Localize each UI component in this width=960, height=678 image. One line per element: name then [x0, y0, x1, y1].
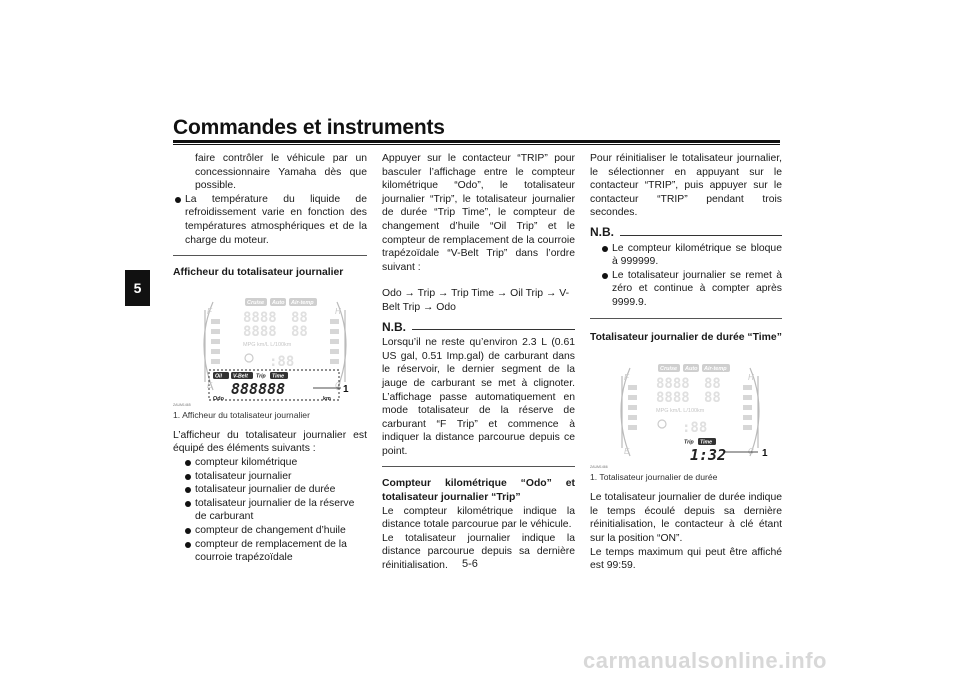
header-rule-thin — [173, 144, 780, 145]
svg-text::88: :88 — [269, 353, 295, 370]
list-item: totalisateur journalier — [183, 470, 367, 484]
list-item: Le compteur kilométrique se bloque à 999999. — [600, 242, 782, 269]
list-item: compteur de remplacement de la courroie trapézoïdale — [183, 538, 367, 565]
col2-para1: Appuyer sur le contacteur “TRIP” pour basculer l’affichage entre le compteur kilométrique “Odo”, le totalisateur journalier “Trip”, le totalisateur journalier de durée “Trip Time”, le compteur de changement d’huile “Oil Trip” et le compteur de remplacement de la courroie trapézoïdale “V-Belt Trip” dans l’ordre suivant : — [382, 153, 575, 273]
svg-text:8888: 8888 — [656, 390, 690, 407]
col2-nb-text: Lorsqu’il ne reste qu’environ 2.3 L (0.61 US gal, 0.51 Imp.gal) de carburant dans le réservoir, le dernier segment de la jauge de carburant se met à clignoter. L’affichage passe automatiquement en mode totalisateur de la réserve de carburant “F Trip” et commence à indiquer la distance parcourue depuis ce point. — [382, 337, 575, 457]
lcd-time-label: Time — [272, 373, 285, 380]
lcd-illustration-odo — [173, 284, 367, 408]
lcd-illustration-time — [590, 350, 782, 470]
divider — [382, 466, 575, 467]
lcd-full-label: F — [624, 373, 629, 383]
nb-label: N.B. — [590, 224, 614, 239]
col3-para1: Pour réinitialiser le totalisateur journalier, le sélectionner en appuyant sur le contacteur “TRIP”, puis appuyer sur le contacteur “TRIP” pendant trois secondes. — [590, 153, 782, 219]
column-1 — [173, 152, 367, 565]
col1-bullet-coolant: La température du liquide de refroidissement varie en fonction des températures atmosphériques et de la charge du moteur. — [173, 193, 367, 247]
figure-trip-display — [173, 284, 367, 408]
chapter-tab: 5 — [125, 270, 150, 306]
lcd-empty-label: E — [624, 447, 630, 457]
lcd-full-label: F — [207, 306, 212, 316]
lcd-km-label: km — [323, 395, 331, 402]
lcd-hot-label: H — [335, 306, 341, 316]
svg-text:8888: 8888 — [243, 323, 277, 340]
col2-para2: Le compteur kilométrique indique la distance totale parcourue par le véhicule. — [382, 505, 575, 531]
lcd-cold-label: C — [335, 380, 341, 390]
lcd-hot-label: H — [748, 373, 754, 383]
watermark: carmanualsonline.info — [583, 648, 827, 673]
list-item: compteur kilométrique — [183, 456, 367, 470]
figure-callout-1: 1 — [762, 448, 768, 460]
figure-caption-trip-display: 1. Afficheur du totalisateur journalier — [173, 409, 310, 420]
lcd-mpg-units: MPG km/L L/100km — [243, 341, 292, 348]
lcd-air-label: Air-temp — [704, 366, 727, 373]
nb-label: N.B. — [382, 319, 406, 334]
svg-text::88: :88 — [682, 420, 708, 437]
page-title: Commandes et instruments — [173, 116, 445, 139]
lcd-trip-label: Trip — [256, 373, 266, 380]
column-2 — [382, 152, 575, 573]
list-item: Le totalisateur journalier se remet à zéro et continue à compter après 9999.9. — [600, 269, 782, 310]
lcd-auto-label: Auto — [685, 366, 698, 373]
lcd-odo-digits: 888888 — [231, 379, 286, 398]
svg-text:88: 88 — [291, 323, 308, 340]
lcd-cruise-label: Cruise — [247, 299, 265, 306]
column-3 — [590, 152, 782, 573]
lcd-trip-label: Trip — [684, 439, 694, 446]
list-item: totalisateur journalier de la réserve de carburant — [183, 497, 367, 524]
section-heading-odo-trip: Compteur kilométrique “Odo” et totalisateur journalier “Trip” — [382, 478, 575, 504]
svg-text:88: 88 — [291, 309, 308, 326]
section-heading-trip-display: Afficheur du totalisateur journalier — [173, 267, 344, 279]
nb-list — [590, 242, 782, 310]
lcd-mpg-units: MPG km/L L/100km — [656, 408, 705, 415]
lcd-cold-label: C — [748, 447, 754, 457]
figure-code: ZAUM1466 — [590, 465, 608, 470]
figure-trip-time — [590, 350, 782, 470]
figure-callout-1: 1 — [343, 383, 349, 395]
divider — [590, 318, 782, 319]
svg-text:8888: 8888 — [656, 376, 690, 393]
equipment-list — [173, 456, 367, 565]
figure-caption-trip-time: 1. Totalisateur journalier de durée — [590, 472, 718, 483]
nb-box-counters — [590, 226, 782, 240]
lcd-time-label: Time — [700, 439, 713, 446]
figure-code: ZAUM1465 — [173, 402, 191, 407]
col3-para2: Le totalisateur journalier de durée indique le temps écoulé depuis sa dernière réinitialisation, le contacteur à clé étant sur la position “ON”. — [590, 492, 782, 544]
col1-intro: L’afficheur du totalisateur journalier est équipé des éléments suivants : — [173, 429, 367, 455]
nb-box-fuel — [382, 321, 575, 335]
lcd-cruise-label: Cruise — [660, 366, 678, 373]
page-number: 5-6 — [462, 558, 478, 570]
section-heading-trip-time: Totalisateur journalier de durée “Time” — [590, 331, 782, 343]
lcd-time-digits: 1:32 — [690, 446, 727, 465]
svg-text:8888: 8888 — [243, 309, 277, 326]
lcd-oil-label: Oil — [215, 373, 222, 380]
lcd-odo-label: Odo — [213, 395, 224, 402]
col2-sequence: Odo → Trip → Trip Time → Oil Trip → V-Belt Trip → Odo — [382, 288, 570, 313]
lcd-air-label: Air-temp — [291, 299, 314, 306]
col1-para1: faire contrôler le véhicule par un concessionnaire Yamaha dès que possible. — [195, 153, 367, 192]
lcd-auto-label: Auto — [272, 299, 285, 306]
header-rule — [173, 140, 780, 143]
svg-text:88: 88 — [704, 376, 721, 393]
col2-para3: Le totalisateur journalier indique la distance parcourue depuis sa dernière réinitialisation. — [382, 532, 575, 572]
divider — [173, 255, 367, 256]
list-item: totalisateur journalier de durée — [183, 483, 367, 497]
list-item: compteur de changement d’huile — [183, 524, 367, 538]
col3-para3: Le temps maximum qui peut être affiché est 99:59. — [590, 546, 782, 572]
lcd-empty-label: E — [207, 380, 213, 390]
lcd-vbelt-label: V-Belt — [233, 373, 248, 380]
svg-text:88: 88 — [704, 390, 721, 407]
